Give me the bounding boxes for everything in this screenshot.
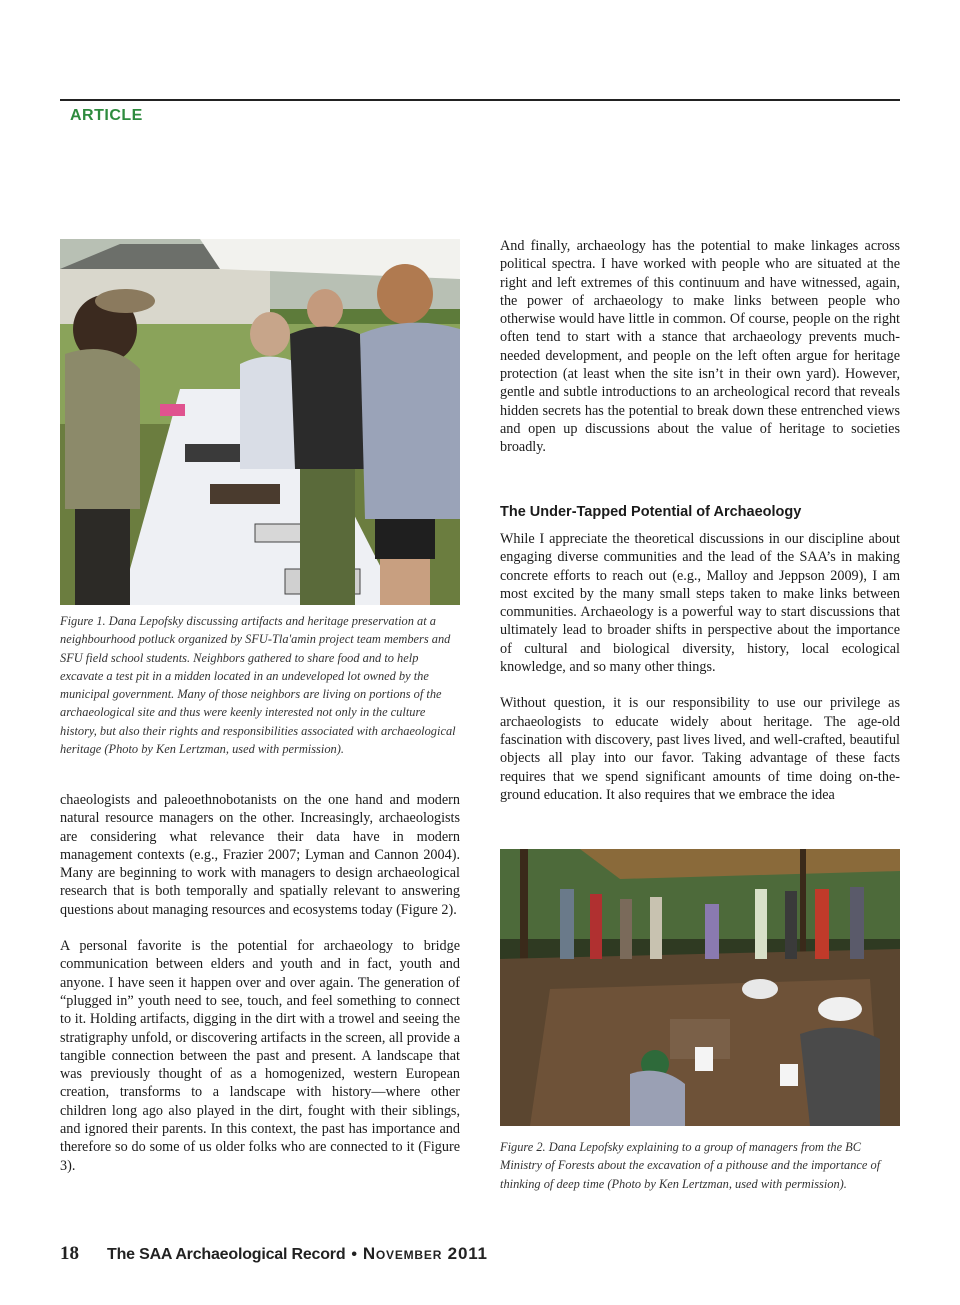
right-paragraph-3: Without question, it is our responsibility to use our privilege as archaeologists to educate widely about heritage. The age-old fascination with discovery, past lives lived, and well-crafted, beautiful objects all play into our favor. Taking advantage of these facts requires that we spend significant amounts of time doing on-the-ground education. It also requires that we embrace the idea [500, 695, 900, 803]
left-paragraph-2: A personal favorite is the potential for archaeology to bridge communication between elders and youth and in fact, youth and anyone. I have seen it happen over and over again. The generation of “plugged in” youth need to see, touch, and feel something to connect to it. Holding artifacts, digging in the dirt with a trowel and seeing the stratigraphy unfold, or discovering artifacts in the screen, all provide a tangible connection between the past and present. A landscape that was previously thought of as a homogenized, western European creation, transforms to a landscape with history—where other children long ago also played in the dirt, fought with their siblings, and ignored their parents. In this context, the past has importance and therefore so do some of us older folks who are connected to it (Figure 3). [60, 938, 460, 1174]
right-paragraph-1: And finally, archaeology has the potential to make linkages across political spectra. I have worked with people who are situated at the right and left extremes of this continuum and have witnessed, again, the power of archaeology to make links between people who otherwise would have little in common. Of course, people on the right often tend to start with a stance that archaeology prevents much-needed development, and people on the left often argue for heritage protection (at least when the site isn’t in their own yard). However, gentle and subtle introductions to an archeological record that reveals hidden secrets has the potential to break down these entrenched views and open up discussions about the value of heritage to societies broadly. [500, 238, 900, 456]
right-column-top [500, 237, 900, 457]
issue-date: November 2011 [362, 1244, 488, 1263]
figure-2-caption: Figure 2. Dana Lepofsky explaining to a group of managers from the BC Ministry of Forests about the excavation of a pithouse and the importance of thinking of deep time (Photo by Ken Lertzman, used with permission). [500, 1140, 881, 1191]
section-heading: The Under-Tapped Potential of Archaeology [500, 504, 802, 520]
right-paragraph-2: While I appreciate the theoretical discussions in our discipline about engaging diverse communities and the lead of the SAA’s in making concrete efforts to reach out (e.g., Malloy and Jeppson 2009), I am most excited by the many small steps taken to make links between communities. Archaeology is a powerful way to start discussions that ultimately lead to broader shifts in perspective about the importance of cultural and biological diversity, history, local ecological knowledge, and so many other things. [500, 531, 900, 676]
left-column [60, 791, 460, 1175]
journal-name: The SAA Archaeological Record [107, 1246, 346, 1263]
page-number: 18 [60, 1243, 79, 1264]
separator-bullet: • [351, 1246, 357, 1263]
figure-1-photo [60, 239, 460, 605]
section-label: ARTICLE [70, 107, 143, 124]
header-rule [60, 99, 900, 101]
page-footer [60, 1243, 900, 1267]
figure-1-caption: Figure 1. Dana Lepofsky discussing artifacts and heritage preservation at a neighbourhood potluck organized by SFU-Tla'amin project team members and SFU field school students. Neighbors gathered to share food and to help excavate a test pit in a midden located in an undeveloped lot owned by the municipal government. Many of those neighbors are living on portions of the archaeological site and thus were keenly interested not only in the culture history, but also their rights and responsibilities associated with archaeological heritage (Photo by Ken Lertzman, used with permission). [60, 614, 456, 757]
right-column-bottom [500, 530, 900, 804]
journal-title [107, 1244, 488, 1264]
figure-2-photo [500, 849, 900, 1126]
left-paragraph-1: chaeologists and paleoethnobotanists on the one hand and modern natural resource managers on the other. Increasingly, archaeologists are considering what relevance their data have in modern management contexts (e.g., Frazier 2007; Lyman and Cannon 2004). Many are beginning to work with managers to design archaeological research that is both temporally and spatially relevant to answering questions about managing resources and ecosystems today (Figure 2). [60, 792, 460, 918]
